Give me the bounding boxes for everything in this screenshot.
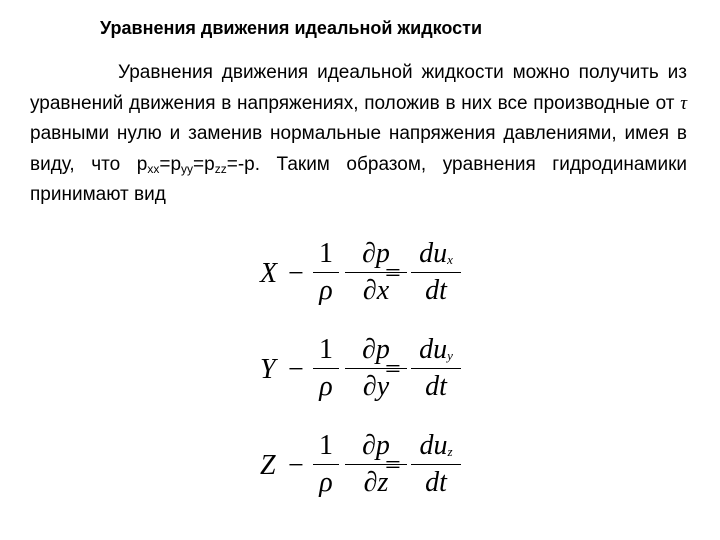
du-subscript: x bbox=[447, 252, 453, 267]
fraction-bar bbox=[411, 464, 461, 465]
denominator-dvar: ∂y bbox=[362, 371, 390, 402]
sub-xx: xx bbox=[147, 161, 160, 176]
fraction-bar bbox=[411, 272, 461, 273]
tau-symbol: τ bbox=[680, 92, 687, 114]
numerator-du bbox=[411, 430, 461, 462]
sub-yy: yy bbox=[181, 161, 194, 176]
fraction-one-over-rho bbox=[313, 238, 339, 307]
equation-y bbox=[255, 334, 495, 414]
equation-x bbox=[255, 238, 495, 318]
numerator-one: 1 bbox=[319, 334, 333, 365]
denominator-dt: dt bbox=[425, 371, 447, 402]
numerator-one: 1 bbox=[319, 430, 333, 461]
paragraph-text-2: равными нулю и заменив нормальные напряжения давлениями, имея в виду, что bbox=[30, 123, 687, 175]
equals-minus-p: =-p bbox=[226, 153, 255, 175]
denominator-dvar: ∂x bbox=[362, 275, 390, 306]
equals-sign: = bbox=[385, 450, 401, 481]
body-paragraph bbox=[30, 58, 687, 211]
numerator-du bbox=[411, 334, 461, 366]
numerator-dp: ∂p bbox=[362, 334, 390, 365]
fraction-bar bbox=[313, 368, 339, 369]
equals-2: = bbox=[193, 153, 205, 175]
denominator-rho: ρ bbox=[319, 467, 333, 498]
du-text: du bbox=[419, 334, 448, 365]
numerator-du bbox=[411, 238, 461, 270]
numerator-one: 1 bbox=[319, 238, 333, 269]
p-zz: p bbox=[204, 153, 215, 175]
denominator-dt: dt bbox=[425, 467, 447, 498]
fraction-bar bbox=[411, 368, 461, 369]
fraction-du-dt bbox=[411, 238, 461, 307]
fraction-bar bbox=[313, 464, 339, 465]
slide-title: Уравнения движения идеальной жидкости bbox=[100, 18, 483, 38]
fraction-bar bbox=[313, 272, 339, 273]
p-yy: p bbox=[170, 153, 182, 175]
numerator-dp: ∂p bbox=[362, 430, 390, 461]
fraction-du-dt bbox=[411, 430, 461, 499]
sub-zz: zz bbox=[214, 161, 227, 176]
denominator-dvar: ∂z bbox=[363, 467, 389, 498]
du-subscript: y bbox=[447, 348, 453, 363]
equals-1: = bbox=[159, 153, 171, 175]
minus-sign: − bbox=[288, 258, 304, 289]
du-text: du bbox=[419, 430, 448, 461]
force-z: Z bbox=[260, 450, 276, 481]
denominator-dt: dt bbox=[425, 275, 447, 306]
paragraph-text-1: Уравнения движения идеальной жидкости можно получить из уравнений движения в напряжениях, положив в них все производные от bbox=[30, 62, 687, 114]
fraction-du-dt bbox=[411, 334, 461, 403]
equation-z bbox=[255, 430, 495, 510]
equals-sign: = bbox=[385, 354, 401, 385]
paragraph-text-3: . Таким образом, уравнения гидродинамики принимают вид bbox=[30, 153, 688, 205]
minus-sign: − bbox=[288, 450, 304, 481]
denominator-rho: ρ bbox=[319, 275, 333, 306]
fraction-one-over-rho bbox=[313, 430, 339, 499]
force-x: X bbox=[260, 258, 278, 289]
force-y: Y bbox=[260, 354, 276, 385]
fraction-one-over-rho bbox=[313, 334, 339, 403]
du-subscript: z bbox=[447, 444, 453, 459]
numerator-dp: ∂p bbox=[362, 238, 390, 269]
p-xx: p bbox=[136, 153, 148, 175]
minus-sign: − bbox=[288, 354, 304, 385]
du-text: du bbox=[419, 238, 448, 269]
denominator-rho: ρ bbox=[319, 371, 333, 402]
equals-sign: = bbox=[385, 258, 401, 289]
